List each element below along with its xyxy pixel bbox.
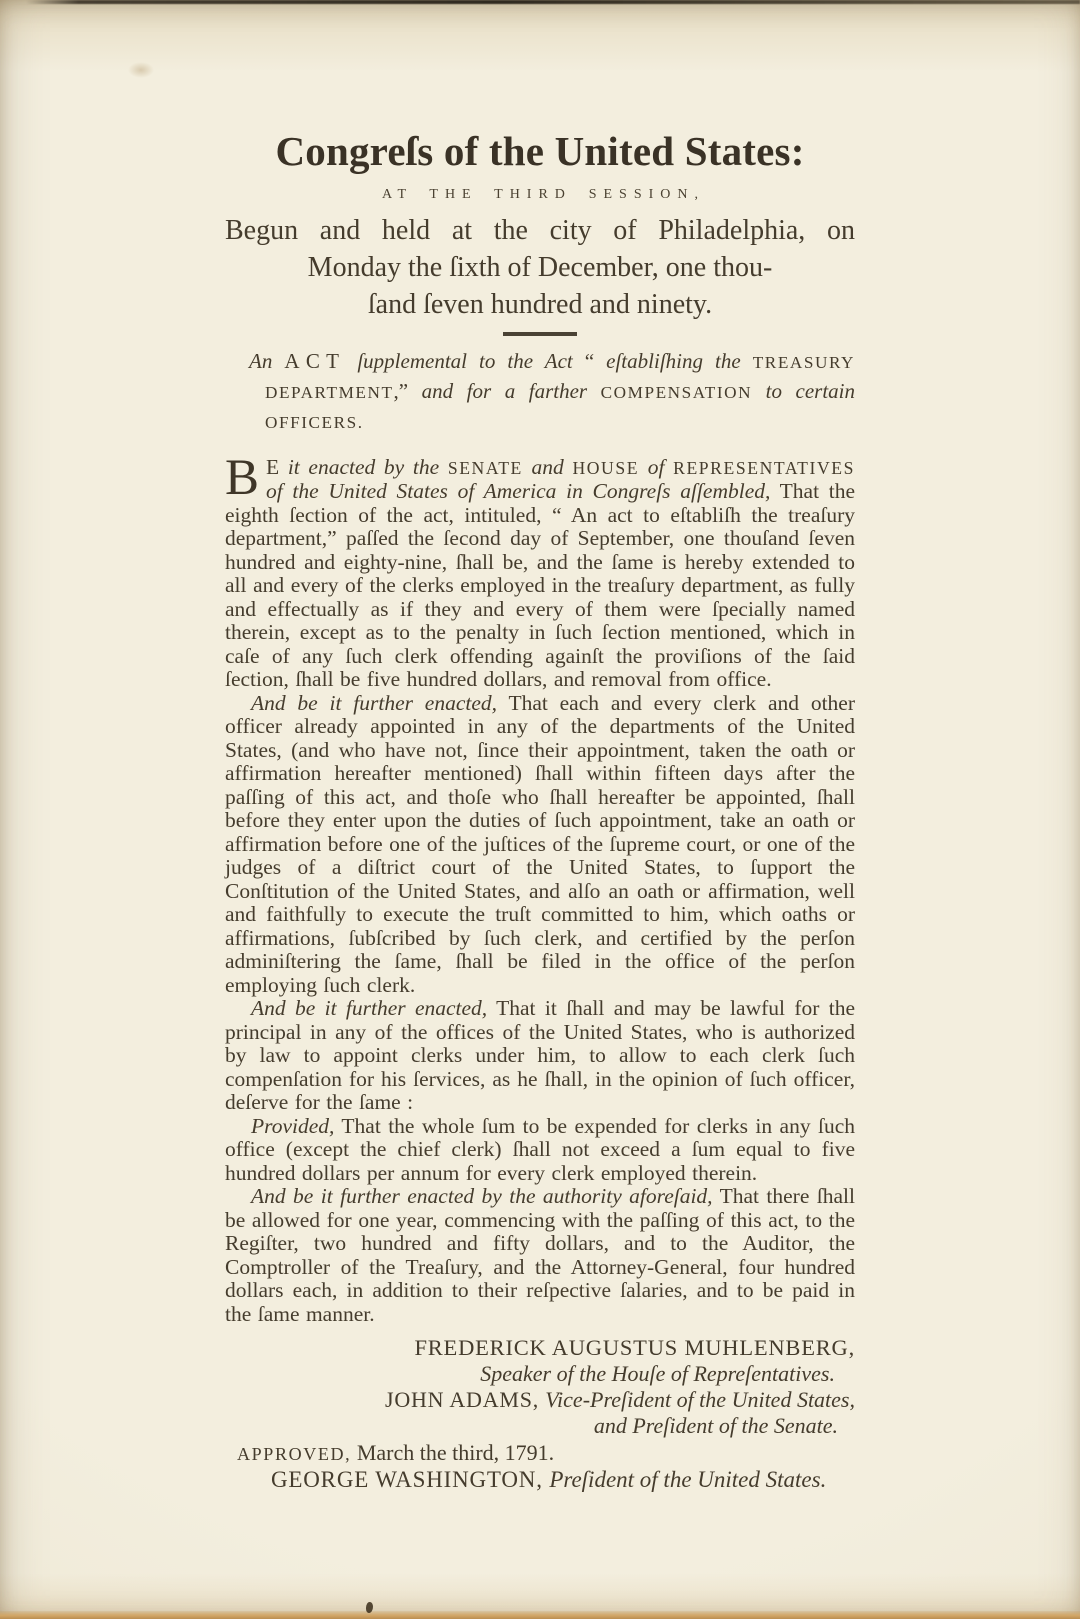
text-run: And be it further enacted,	[251, 996, 488, 1021]
signature-block	[225, 1335, 855, 1493]
text-run: That it ſhall and may be lawful for the principal in any of the offices of the United States, who is authorized by law to appoint clerks under him, to allow to each clerk ſuch compenſation for his ſervices, as he ſhall, in the opinion of ſuch officer, deſerve for the ſame :	[225, 996, 855, 1115]
section-rule	[503, 332, 577, 336]
text-run: Vice-Preſident of the United States,	[545, 1387, 855, 1413]
enacting-paragraph	[225, 449, 855, 692]
text-run: That the eighth ſection of the act, intituled, “ An act to eſtabliſh the treaſury department,” paſſed the ſecond day of September, one thouſand ſeven hundred and eighty-nine, ſhall be, and the ſame is hereby extended to all and every of the clerks employed in the treaſury department, as fully and effectually as if they and every of them were ſpecially named therein, except as to the penalty in ſuch ſection mentioned, which in caſe of any ſuch clerk offending againſt the proviſions of the ſaid ſection, ſhall be five hundred dollars, and removal from office.	[225, 479, 855, 692]
preamble	[225, 212, 855, 323]
act-paragraph	[225, 1115, 855, 1186]
act-paragraph	[225, 1185, 855, 1326]
paper-smudge	[128, 62, 154, 78]
text-run: TREASURY	[752, 352, 856, 372]
text-run: COMPENSATION	[600, 382, 753, 402]
preamble-line: Monday the ſixth of December, one thou-	[307, 251, 773, 283]
drop-cap: B	[225, 449, 260, 506]
act-heading	[225, 347, 855, 437]
text-run: That each and every clerk and other officer already appointed in any of the departments of the United States, (and who have not, ſince their appointment, taken the oath or affirmation hereafter mentioned) ſhall within fifteen days after the paſſing of this act, and thoſe who ſhall hereafter be appointed, ſhall before they enter upon the duties of ſuch appointment, take an oath or affirmation before one of the juſtices of the ſupreme court, or one of the judges of a diſtrict court of the United States, to ſupport the Conſtitution of the United States, and alſo an oath or affirmation, well and faithfully to execute the truſt committed to him, which oaths or affirmations, ſubſcribed by ſuch clerk, and certified by the perſon adminiſtering the ſame, ſhall be filed in the office of the perſon employing ſuch clerk.	[225, 690, 856, 997]
text-run: Provided,	[251, 1113, 335, 1138]
signature-vice-president	[225, 1387, 855, 1413]
approval-line	[225, 1440, 855, 1467]
document-title: Congreſs of the United States:	[275, 128, 805, 174]
paragraph-text	[225, 449, 855, 692]
signature-vice-president-role	[225, 1413, 855, 1439]
text-run: GEORGE WASHINGTON,	[271, 1467, 550, 1493]
text-run: SENATE	[447, 457, 523, 478]
text-run: APPROVED,	[237, 1444, 352, 1465]
text-run: Speaker of the Houſe of Repreſentatives.	[480, 1361, 835, 1387]
text-run: and	[522, 454, 573, 479]
text-run: ,”	[393, 378, 422, 403]
document-content	[225, 0, 855, 1493]
scan-edge-bottom	[0, 1611, 1080, 1619]
text-run: JOHN ADAMS,	[385, 1387, 546, 1413]
preamble-line: Begun and held at the city of Philadelphia, on	[225, 214, 855, 246]
text-run: ACT	[284, 348, 346, 373]
text-run: FREDERICK AUGUSTUS MUHLENBERG,	[414, 1335, 855, 1361]
act-paragraph	[225, 997, 855, 1115]
text-run: it enacted by the	[287, 454, 448, 479]
text-run: eſtabliſhing the	[606, 348, 753, 373]
text-run: ſupplemental to the Act	[345, 348, 585, 373]
text-run: of	[639, 454, 674, 479]
preamble-line: ſand ſeven hundred and ninety.	[367, 288, 713, 320]
text-run: of the United States of America in Congreſs aſſembled,	[266, 479, 771, 504]
text-run: E	[266, 454, 288, 479]
text-run: “	[584, 348, 607, 373]
signature-speaker-name	[225, 1335, 855, 1361]
session-line: AT THE THIRD SESSION,	[381, 186, 706, 202]
text-run: An	[249, 348, 285, 373]
text-run: to certain	[752, 378, 855, 403]
act-body	[225, 449, 856, 1327]
text-run: HOUSE	[572, 457, 640, 478]
text-run: and for a farther	[421, 378, 601, 403]
text-run: DEPARTMENT	[265, 382, 394, 402]
text-run: March the third,	[351, 1440, 505, 1466]
text-run: OFFICERS.	[265, 412, 364, 432]
text-run: That there ſhall be allowed for one year, commencing with the paſſing of this act, to the Regiſter, two hundred and fifty dollars, and to the Auditor, the Comptroller of the Treaſury, and the Attorney-General, four hundred dollars each, in addition to their reſpective ſalaries, and to be paid in the ſame manner.	[225, 1184, 855, 1326]
text-run: And be it further enacted by the authority aforeſaid,	[251, 1184, 713, 1209]
act-paragraph	[225, 692, 855, 998]
text-run: REPRESENTATIVES	[673, 457, 855, 478]
text-run: That the whole ſum to be expended for clerks in any ſuch office (except the chief clerk) ſhall not exceed a ſum equal to five hundred dollars per annum for every clerk employed therein.	[225, 1113, 855, 1185]
text-run: Preſident of the United States.	[549, 1467, 827, 1493]
text-run: And be it further enacted,	[251, 690, 498, 715]
text-run: 1791.	[504, 1440, 555, 1466]
signature-president	[225, 1467, 855, 1493]
signature-speaker-role	[225, 1361, 855, 1387]
text-run: and Preſident of the Senate.	[593, 1413, 838, 1439]
